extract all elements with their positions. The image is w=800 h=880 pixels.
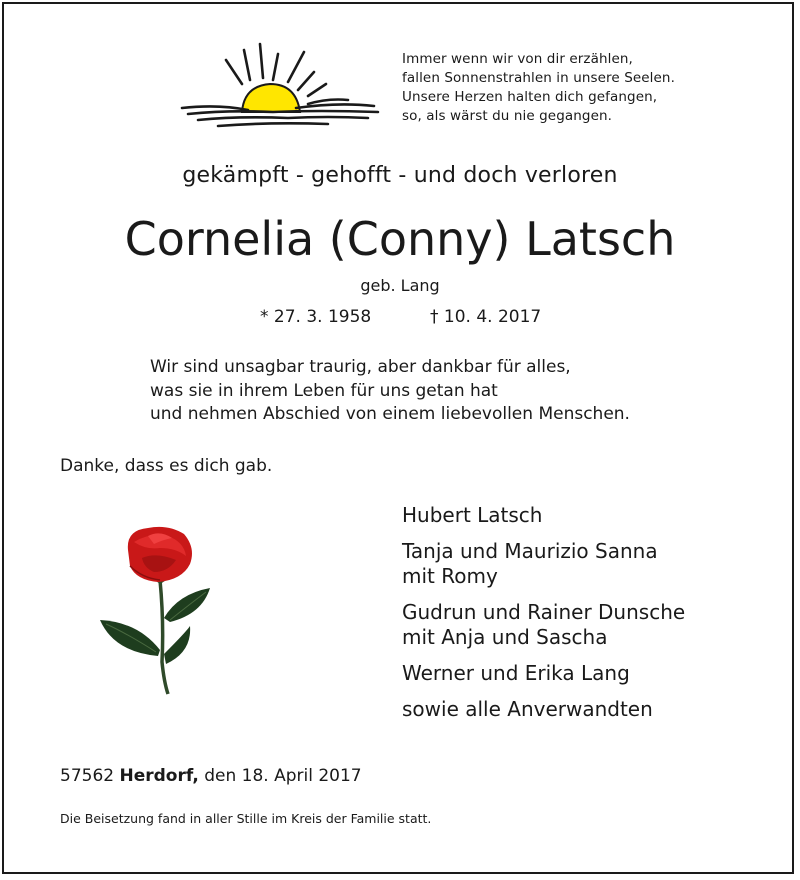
poem-line: Unsere Herzen halten dich gefangen, (402, 89, 658, 105)
message-line: was sie in ihrem Leben für uns getan hat (150, 380, 498, 401)
mourner-companions: mit Romy (402, 564, 498, 588)
mourner-entry (402, 539, 685, 589)
date: den 18. April 2017 (204, 766, 362, 786)
deceased-name: Cornelia (Conny) Latsch (124, 212, 676, 266)
mourner-entry (402, 503, 685, 528)
burial-note: Die Beisetzung fand in aller Stille im Kreis der Familie statt. (60, 811, 432, 826)
rising-sun-icon (178, 38, 383, 138)
thanks-text: Danke, dass es dich gab. (60, 456, 273, 476)
motto: gekämpft - gehofft - und doch verloren (182, 163, 618, 188)
mourner-name: Tanja und Maurizio Sanna (402, 539, 658, 563)
mourners-list (402, 503, 685, 733)
city: Herdorf, (119, 766, 199, 786)
death-date: † 10. 4. 2017 (430, 307, 542, 327)
mourner-entry (402, 697, 685, 722)
message-line: Wir sind unsagbar traurig, aber dankbar für alles, (150, 357, 571, 377)
poem-line: so, als wärst du nie gegangen. (402, 108, 613, 124)
poem (402, 50, 675, 126)
poem-line: fallen Sonnenstrahlen in unsere Seelen. (402, 70, 675, 86)
mourner-entry (402, 600, 685, 650)
mourner-entry (402, 661, 685, 686)
mourner-name: sowie alle Anverwandten (402, 697, 653, 721)
birth-date: * 27. 3. 1958 (260, 307, 372, 327)
poem-line: Immer wenn wir von dir erzählen, (402, 51, 633, 67)
notice-border (2, 2, 794, 874)
postal-code: 57562 (60, 766, 115, 786)
farewell-message (150, 356, 630, 427)
red-rose-icon (98, 522, 216, 700)
mourner-name: Hubert Latsch (402, 503, 543, 527)
mourner-companions: mit Anja und Sascha (402, 625, 608, 649)
place-and-date (60, 766, 362, 786)
birth-name: geb. Lang (360, 276, 440, 295)
mourner-name: Gudrun und Rainer Dunsche (402, 600, 686, 624)
mourner-name: Werner und Erika Lang (402, 661, 630, 685)
message-line: und nehmen Abschied von einem liebevollen Menschen. (150, 404, 630, 424)
